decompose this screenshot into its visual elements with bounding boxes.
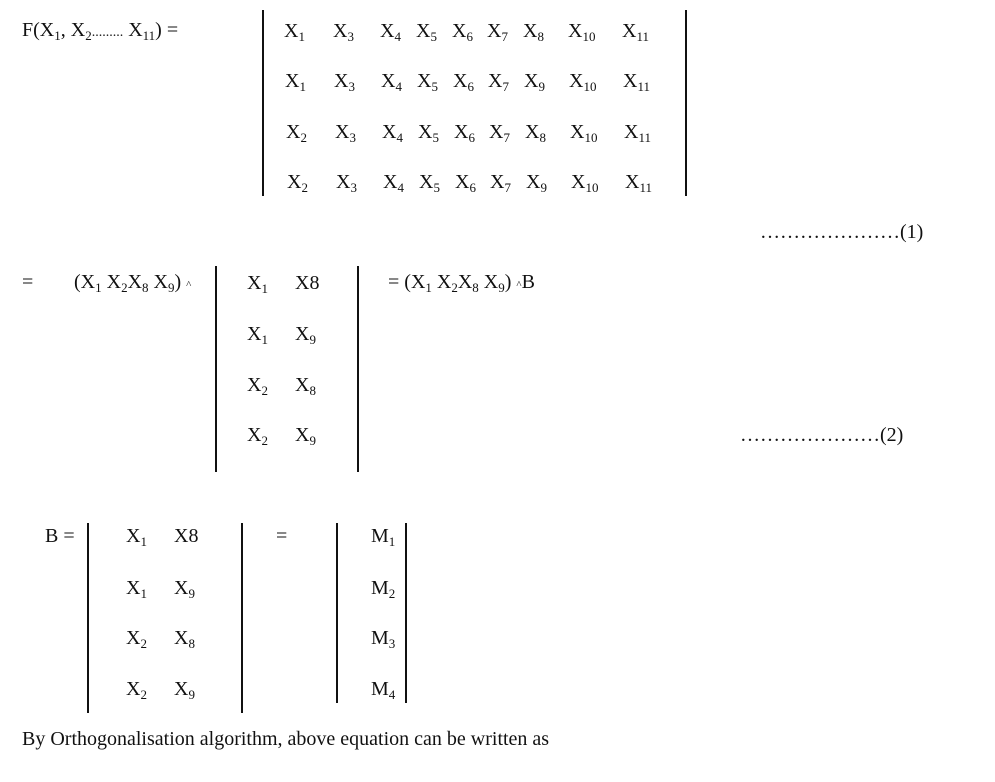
eq2-equals: =	[22, 271, 34, 293]
matrix-cell: $X_1$	[285, 70, 306, 94]
matrix-cell: $X_4$	[381, 70, 402, 94]
matrix-cell: $X_6$	[452, 20, 473, 44]
matrix-cell: $X_5$	[419, 171, 440, 195]
matrix-cell: $X_2$	[247, 374, 268, 398]
matrix-cell: $X_{10}$	[571, 171, 599, 195]
eqB-left-bar	[87, 523, 89, 713]
matrix-cell: $X_5$	[417, 70, 438, 94]
matrix-cell: $X_{11}$	[624, 121, 651, 145]
matrix-cell: $X_9$	[174, 577, 195, 601]
matrix-cell: $X_{10}$	[569, 70, 597, 94]
eqB-m-right-bar	[405, 523, 407, 703]
matrix-cell: X8	[295, 272, 320, 294]
matrix-cell: $X_4$	[383, 171, 404, 195]
matrix-cell: $X_9$	[295, 323, 316, 347]
matrix-cell: $X_{11}$	[622, 20, 649, 44]
eqB-right-bar	[241, 523, 243, 713]
eq2-right-bar	[357, 266, 359, 472]
matrix-cell: $X_3$	[336, 171, 357, 195]
matrix-cell: $X_3$	[335, 121, 356, 145]
matrix-cell: $X_9$	[174, 678, 195, 702]
eqB-m-left-bar	[336, 523, 338, 703]
matrix-cell: $X_9$	[295, 424, 316, 448]
matrix-cell: $X_1$	[247, 323, 268, 347]
eqB-equals: =	[276, 525, 288, 547]
matrix-cell: $X_8$	[174, 627, 195, 651]
matrix-cell: $X_{10}$	[568, 20, 596, 44]
matrix-cell: $X_1$	[284, 20, 305, 44]
matrix-cell: $X_2$	[247, 424, 268, 448]
eq1-right-bar	[685, 10, 687, 196]
matrix-cell: $X_3$	[333, 20, 354, 44]
matrix-cell: $X_4$	[380, 20, 401, 44]
matrix-cell: $X_2$	[286, 121, 307, 145]
eq2-label: …………………(2)	[740, 424, 904, 446]
matrix-cell: $X_6$	[454, 121, 475, 145]
matrix-cell: $X_7$	[487, 20, 508, 44]
matrix-cell: $X_8$	[295, 374, 316, 398]
matrix-cell: $X_2$	[287, 171, 308, 195]
matrix-cell: $X_2$	[126, 678, 147, 702]
matrix-cell: $X_9$	[526, 171, 547, 195]
matrix-cell: $X_7$	[488, 70, 509, 94]
matrix-cell: $X_6$	[453, 70, 474, 94]
eq1-label: …………………(1)	[760, 221, 924, 243]
matrix-cell: $X_1$	[247, 272, 268, 296]
matrix-cell: $X_1$	[126, 525, 147, 549]
matrix-cell: $X_{11}$	[625, 171, 652, 195]
eq2-left-bar	[215, 266, 217, 472]
eq1-left-bar	[262, 10, 264, 196]
m-cell: $M_3$	[371, 627, 396, 651]
matrix-cell: $X_9$	[524, 70, 545, 94]
matrix-cell: $X_6$	[455, 171, 476, 195]
matrix-cell: X8	[174, 525, 199, 547]
matrix-cell: $X_5$	[416, 20, 437, 44]
eq1-lhs: $F(X_1$, $X_2$......... $X_{11}$) =	[22, 19, 179, 43]
matrix-cell: $X_{10}$	[570, 121, 598, 145]
matrix-cell: $X_8$	[525, 121, 546, 145]
caption-text: By Orthogonalisation algorithm, above equation can be written as	[22, 728, 550, 750]
matrix-cell: $X_8$	[523, 20, 544, 44]
matrix-cell: $X_7$	[490, 171, 511, 195]
m-cell: $M_2$	[371, 577, 396, 601]
eq2-factor: ($X_1$ $X_2X_8$ $X_9$) ^	[74, 271, 192, 295]
m-cell: $M_1$	[371, 525, 396, 549]
matrix-cell: $X_7$	[489, 121, 510, 145]
matrix-cell: $X_1$	[126, 577, 147, 601]
matrix-cell: $X_{11}$	[623, 70, 650, 94]
matrix-cell: $X_5$	[418, 121, 439, 145]
eq2-result: = ($X_1$ $X_2X_8$ $X_9$) ^B	[388, 271, 535, 295]
matrix-cell: $X_2$	[126, 627, 147, 651]
m-cell: $M_4$	[371, 678, 396, 702]
matrix-cell: $X_3$	[334, 70, 355, 94]
matrix-cell: $X_4$	[382, 121, 403, 145]
eqB-lhs: B =	[45, 525, 75, 547]
